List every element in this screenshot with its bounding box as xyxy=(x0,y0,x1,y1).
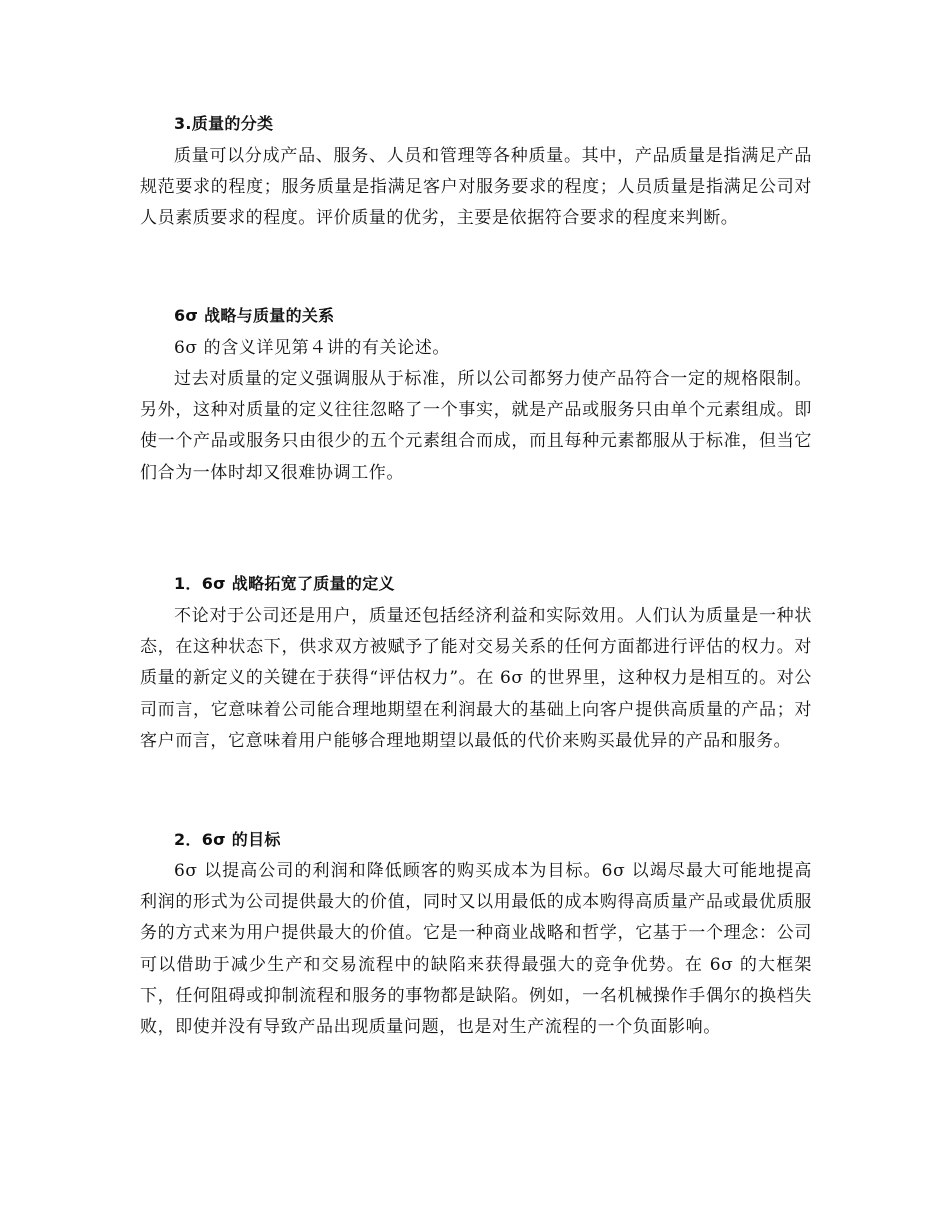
section-heading-six-sigma-quality-relation: 6σ 战略与质量的关系 xyxy=(174,306,335,325)
section-heading-broadened-definition: 1．6σ 战略拓宽了质量的定义 xyxy=(174,574,395,593)
paragraph-past-quality-definition: 过去对质量的定义强调服从于标准，所以公司都努力使产品符合一定的规格限制。另外，这种对质量的定义往往忽略了一个事实，就是产品或服务只由单个元素组成。即使一个产品或服务只由很少的五个元素组合而成，而且每种元素都服从于标准，但当它们合为一体时却又很难协调工作。 xyxy=(140,369,812,483)
paragraph-six-sigma-reference: 6σ 的含义详见第４讲的有关论述。 xyxy=(174,338,451,358)
paragraph-quality-classification: 质量可以分成产品、服务、人员和管理等各种质量。其中，产品质量是指满足产品规范要求的程度；服务质量是指满足客户对服务要求的程度；人员质量是指满足公司对人员素质要求的程度。评价质量的优劣，主要是依据符合要求的程度来判断。 xyxy=(140,146,812,229)
section-heading-quality-classification: 3.质量的分类 xyxy=(174,114,274,133)
section-heading-six-sigma-goal: 2．6σ 的目标 xyxy=(174,830,281,849)
paragraph-broadened-definition: 不论对于公司还是用户，质量还包括经济利益和实际效用。人们认为质量是一种状态，在这种状态下，供求双方被赋予了能对交易关系的任何方面都进行评估的权力。对质量的新定义的关键在于获得“评估权力”。在 6σ 的世界里，这种权力是相互的。对公司而言，它意味着公司能合理地期望在利润最大的基础上向客户提供高质量的产品；对客户而言，它意味着用户能够合理地期望以最低的代价来购买最优异的产品和服务。 xyxy=(140,606,812,751)
paragraph-six-sigma-goal: 6σ 以提高公司的利润和降低顾客的购买成本为目标。6σ 以竭尽最大可能地提高利润的形式为公司提供最大的价值，同时又以用最低的成本购得高质量产品或最优质服务的方式来为用户提供最大的价值。它是一种商业战略和哲学，它基于一个理念：公司可以借助于减少生产和交易流程中的缺陷来获得最强大的竞争优势。在 6σ 的大框架下，任何阻碍或抑制流程和服务的事物都是缺陷。例如，一名机械操作手偶尔的换档失败，即使并没有导致产品出现质量问题，也是对生产流程的一个负面影响。 xyxy=(140,861,812,1038)
